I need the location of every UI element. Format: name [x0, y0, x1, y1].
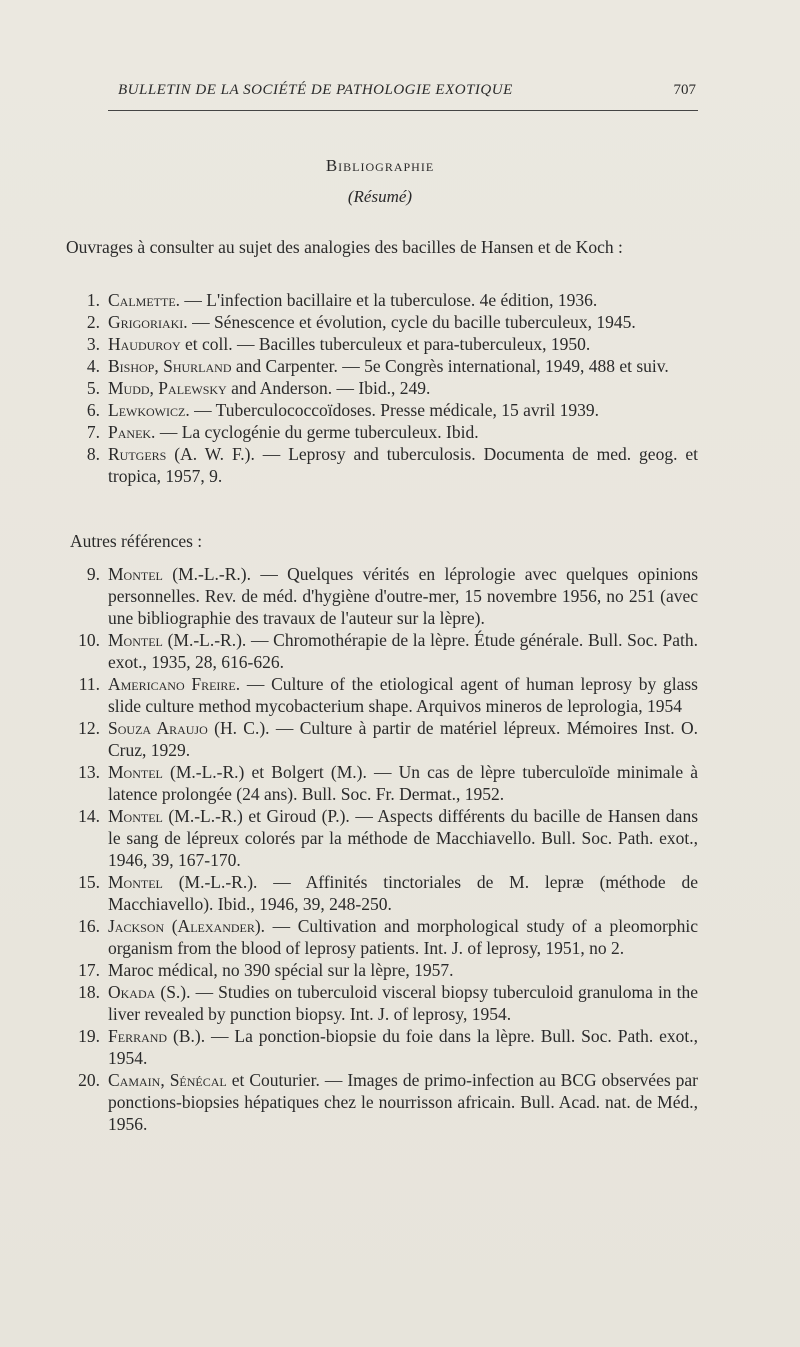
- reference-text: — Cultivation and morphological study of a pleomorphic organism from the blood of leprosy patients. Int. J. of leprosy, 1951, no 2.: [108, 916, 698, 958]
- reference-number: 11.: [78, 674, 100, 694]
- reference-body: [108, 289, 698, 311]
- reference-text: et coll. — Bacilles tuberculeux et para-tuberculeux, 1950.: [180, 334, 591, 354]
- reference-body: [108, 443, 698, 487]
- reference-author: Montel: [108, 630, 163, 650]
- reference-number: 12.: [78, 718, 100, 738]
- reference-entry: [66, 981, 698, 1025]
- reference-text: — L'infection bacillaire et la tuberculose. 4e édition, 1936.: [180, 290, 598, 310]
- reference-text: (S.). — Studies on tuberculoid visceral biopsy tuberculoid granuloma in the liver revealed by punction biopsy. Int. J. of leprosy, 1954.: [108, 982, 698, 1024]
- reference-number: 2.: [86, 312, 100, 332]
- reference-number: 18.: [78, 982, 100, 1002]
- reference-body: [108, 761, 698, 805]
- reference-body: [108, 805, 698, 871]
- reference-entry: [66, 629, 698, 673]
- reference-entry: [66, 1069, 698, 1135]
- reference-number: 6.: [86, 400, 100, 420]
- reference-number: 10.: [78, 630, 100, 650]
- reference-text: (A. W. F.). — Leprosy and tuberculosis. Documenta de med. geog. et tropica, 1957, 9.: [108, 444, 698, 486]
- reference-body: [108, 871, 698, 915]
- reference-text: — Tuberculococcoïdoses. Presse médicale, 15 avril 1939.: [189, 400, 599, 420]
- reference-entry: [66, 399, 698, 421]
- reference-author: Mudd, Palewsky: [108, 378, 227, 398]
- reference-text: (M.-L.-R.) et Bolgert (M.). — Un cas de lèpre tuberculoïde minimale à latence prolongée (24 ans). Bull. Soc. Fr. Dermat., 1952.: [108, 762, 698, 804]
- section-title: Bibliographie: [325, 156, 435, 175]
- intro-paragraph: Ouvrages à consulter au sujet des analogies des bacilles de Hansen et de Koch :: [66, 237, 623, 257]
- reference-author: Souza Araujo: [108, 718, 208, 738]
- reference-text: et Couturier. — Images de primo-infection au BCG observées par ponctions-biopsies hépatiques chez le nourrisson africain. Bull. Acad. nat. de Méd., 1956.: [108, 1070, 698, 1134]
- reference-entry: [66, 311, 698, 333]
- reference-text: (B.). — La ponction-biopsie du foie dans la lèpre. Bull. Soc. Path. exot., 1954.: [108, 1026, 698, 1068]
- reference-text: (H. C.). — Culture à partir de matériel lépreux. Mémoires Inst. O. Cruz, 1929.: [108, 718, 698, 760]
- reference-body: [108, 311, 698, 333]
- reference-author: Americano Freire.: [108, 674, 241, 694]
- reference-author: Rutgers: [108, 444, 167, 464]
- reference-entry: [66, 805, 698, 871]
- reference-number: 5.: [86, 378, 100, 398]
- reference-author: Calmette.: [108, 290, 181, 310]
- reference-author: Jackson (Alexander).: [108, 916, 266, 936]
- reference-body: [108, 915, 698, 959]
- reference-entry: [66, 1025, 698, 1069]
- reference-entry: [66, 563, 698, 629]
- reference-text: (M.-L.-R.). — Affinités tinctoriales de M. lepræ (méthode de Macchiavello). Ibid., 1946, 39, 248-250.: [108, 872, 698, 914]
- reference-author: Montel: [108, 564, 163, 584]
- reference-text: — La cyclogénie du germe tuberculeux. Ibid.: [155, 422, 479, 442]
- reference-body: [108, 421, 698, 443]
- reference-body: [108, 717, 698, 761]
- reference-entry: [66, 959, 698, 981]
- reference-text: (M.-L.-R.). — Quelques vérités en léprologie avec quelques opinions personnelles. Rev. de méd. d'hygiène d'outre-mer, 15 novembre 1956, no 251 (avec une bibliographie des travaux de l'auteur sur la lèpre).: [108, 564, 698, 628]
- reference-author: Montel: [108, 806, 163, 826]
- reference-body: [108, 1069, 698, 1135]
- reference-author: Lewkowicz.: [108, 400, 190, 420]
- reference-body: [108, 377, 698, 399]
- reference-number: 3.: [86, 334, 100, 354]
- reference-text: (M.-L.-R.) et Giroud (P.). — Aspects différents du bacille de Hansen dans le sang de lépreux colorés par la méthode de Macchiavello. Bull. Soc. Path. exot., 1946, 39, 167-170.: [108, 806, 698, 870]
- reference-body: [108, 1025, 698, 1069]
- reference-text: — Sénescence et évolution, cycle du bacille tuberculeux, 1945.: [187, 312, 636, 332]
- reference-list-other: [66, 563, 698, 1135]
- header-rule: [108, 110, 698, 111]
- reference-entry: [66, 443, 698, 487]
- page-number: 707: [673, 82, 696, 98]
- reference-body: [108, 959, 698, 981]
- reference-entry: [66, 761, 698, 805]
- reference-number: 20.: [78, 1070, 100, 1090]
- reference-body: [108, 981, 698, 1025]
- reference-text: and Anderson. — Ibid., 249.: [226, 378, 431, 398]
- reference-list-main: [66, 289, 698, 487]
- reference-body: [108, 333, 698, 355]
- running-head: BULLETIN DE LA SOCIÉTÉ DE PATHOLOGIE EXOTIQUE: [118, 82, 513, 98]
- reference-entry: [66, 871, 698, 915]
- reference-entry: [66, 717, 698, 761]
- reference-number: 13.: [78, 762, 100, 782]
- reference-number: 4.: [86, 356, 100, 376]
- reference-number: 14.: [78, 806, 100, 826]
- reference-author: Okada: [108, 982, 156, 1002]
- other-references-heading: Autres références :: [70, 531, 203, 551]
- reference-text: (M.-L.-R.). — Chromothérapie de la lèpre. Étude générale. Bull. Soc. Path. exot., 1935, 28, 616-626.: [108, 630, 698, 672]
- reference-text: — Culture of the etiological agent of human leprosy by glass slide culture method mycobacterium shape. Arquivos mineros de leprologia, 1954: [108, 674, 698, 716]
- reference-number: 9.: [86, 564, 100, 584]
- reference-number: 17.: [78, 960, 100, 980]
- reference-author: Camain, Sénécal: [108, 1070, 227, 1090]
- reference-body: [108, 673, 698, 717]
- reference-number: 15.: [78, 872, 100, 892]
- reference-author: Montel: [108, 762, 163, 782]
- reference-entry: [66, 377, 698, 399]
- reference-text: Maroc médical, no 390 spécial sur la lèpre, 1957.: [108, 960, 454, 980]
- reference-entry: [66, 673, 698, 717]
- reference-body: [108, 399, 698, 421]
- reference-author: Hauduroy: [108, 334, 181, 354]
- reference-number: 7.: [86, 422, 100, 442]
- reference-body: [108, 629, 698, 673]
- reference-entry: [66, 421, 698, 443]
- reference-text: and Carpenter. — 5e Congrès international, 1949, 488 et suiv.: [231, 356, 669, 376]
- reference-number: 1.: [86, 290, 100, 310]
- reference-entry: [66, 289, 698, 311]
- section-subtitle: (Résumé): [347, 187, 413, 206]
- reference-author: Montel: [108, 872, 163, 892]
- reference-body: [108, 355, 698, 377]
- reference-author: Bishop, Shurland: [108, 356, 232, 376]
- reference-entry: [66, 355, 698, 377]
- reference-number: 8.: [86, 444, 100, 464]
- reference-body: [108, 563, 698, 629]
- reference-author: Ferrand: [108, 1026, 168, 1046]
- reference-number: 19.: [78, 1026, 100, 1046]
- reference-author: Grigoriaki.: [108, 312, 188, 332]
- reference-author: Panek.: [108, 422, 156, 442]
- reference-entry: [66, 915, 698, 959]
- reference-entry: [66, 333, 698, 355]
- reference-number: 16.: [78, 916, 100, 936]
